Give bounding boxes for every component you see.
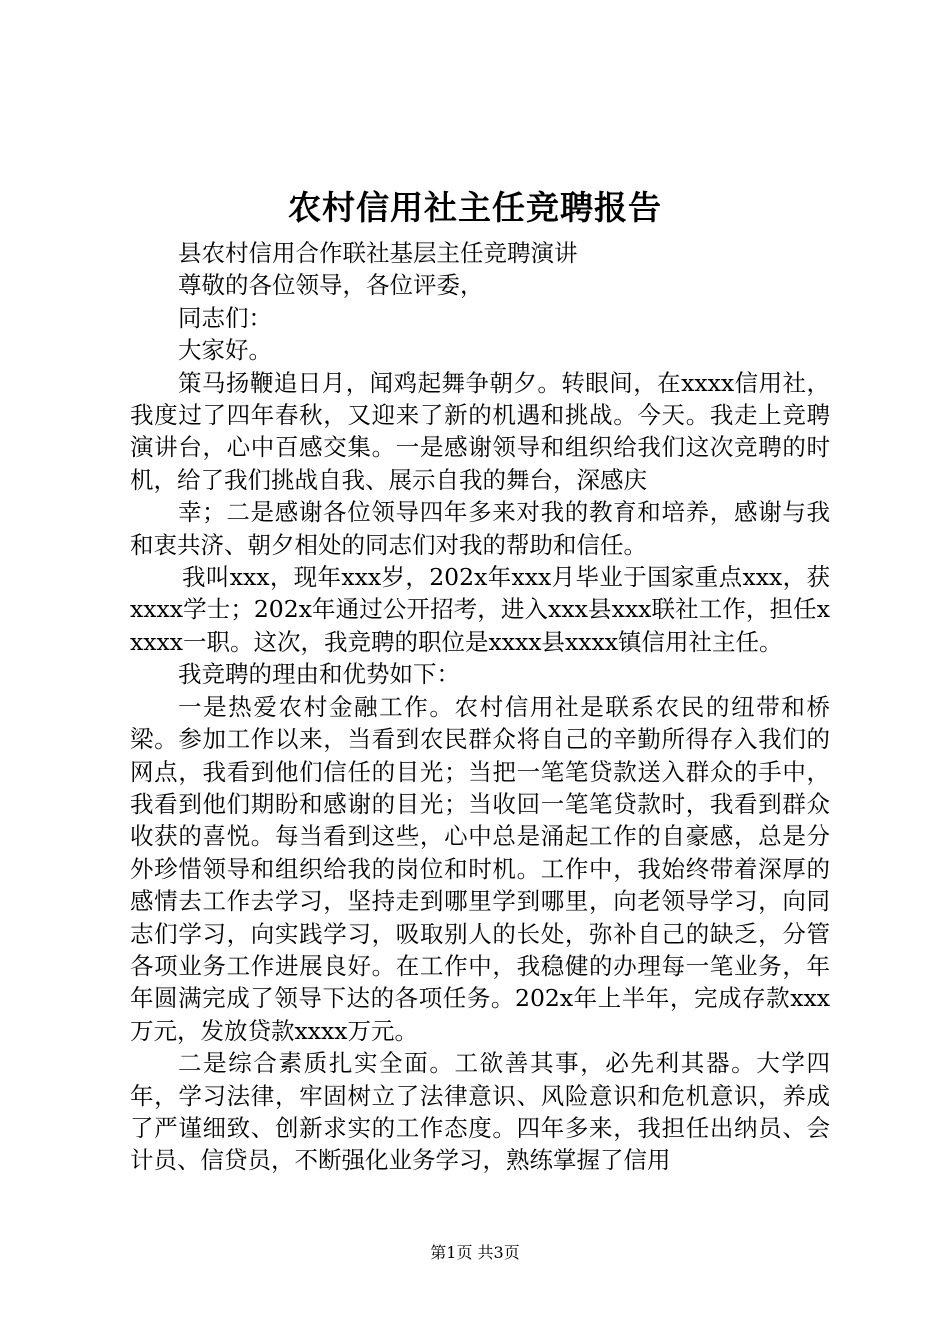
paragraph-opening: 策马扬鞭追日月，闻鸡起舞争朝夕。转眼间，在xxxx信用社，我度过了四年春秋，又迎来了新的机遇和挑战。今天。我走上竞聘演讲台，心中百感交集。一是感谢领导和组织给我们这次竞聘的时机，给了我们挑战自我、展示自我的舞台，深感庆 [130,368,830,494]
paragraph-subtitle: 县农村信用合作联社基层主任竞聘演讲 [178,239,578,267]
paragraph-reasons-heading: 我竞聘的理由和优势如下： [178,660,460,689]
paragraph-greeting: 大家好。 [178,336,272,365]
paragraph-reason-two: 二是综合素质扎实全面。工欲善其事，必先利其器。大学四年，学习法律，牢固树立了法律意识、风险意识和危机意识，养成了严谨细致、创新求实的工作态度。四年多来，我担任出纳员、会计员、信贷员，不断强化业务学习，熟练掌握了信用 [130,1049,830,1175]
paragraph-self-intro: 我叫xxx，现年xxx岁，202x年xxx月毕业于国家重点xxx，获xxxx学士；202x年通过公开招考，进入xxx县xxx联社工作，担任xxxxx一职。这次，我竞聘的职位是xxxx县xxxx镇信用社主任。 [130,563,830,656]
document-title: 农村信用社主任竞聘报告 [288,188,662,227]
paragraph-reason-one: 一是热爱农村金融工作。农村信用社是联系农民的纽带和桥梁。参加工作以来，当看到农民群众将自己的辛勤所得存入我们的网点，我看到他们信任的目光；当把一笔笔贷款送入群众的手中，我看到他们期盼和感谢的目光；当收回一笔笔贷款时，我看到群众收获的喜悦。每当看到这些，心中总是涌起工作的自豪感，总是分外珍惜领导和组织给我的岗位和时机。工作中，我始终带着深厚的感情去工作去学习，坚持走到哪里学到哪里，向老领导学习，向同志们学习，向实践学习，吸取别人的长处，弥补自己的缺乏，分管各项业务工作进展良好。在工作中，我稳健的办理每一笔业务，年年圆满完成了领导下达的各项任务。202x年上半年，完成存款xxx万元，发放贷款xxxx万元。 [130,692,830,1045]
page-footer: 第1页 共3页 [430,1243,520,1262]
paragraph-thanks: 幸；二是感谢各位领导四年多来对我的教育和培养，感谢与我和衷共济、朝夕相处的同志们对我的帮助和信任。 [130,498,830,559]
paragraph-comrades: 同志们： [178,303,272,332]
paragraph-salutation: 尊敬的各位领导，各位评委， [178,271,484,300]
document-body [130,237,830,1177]
